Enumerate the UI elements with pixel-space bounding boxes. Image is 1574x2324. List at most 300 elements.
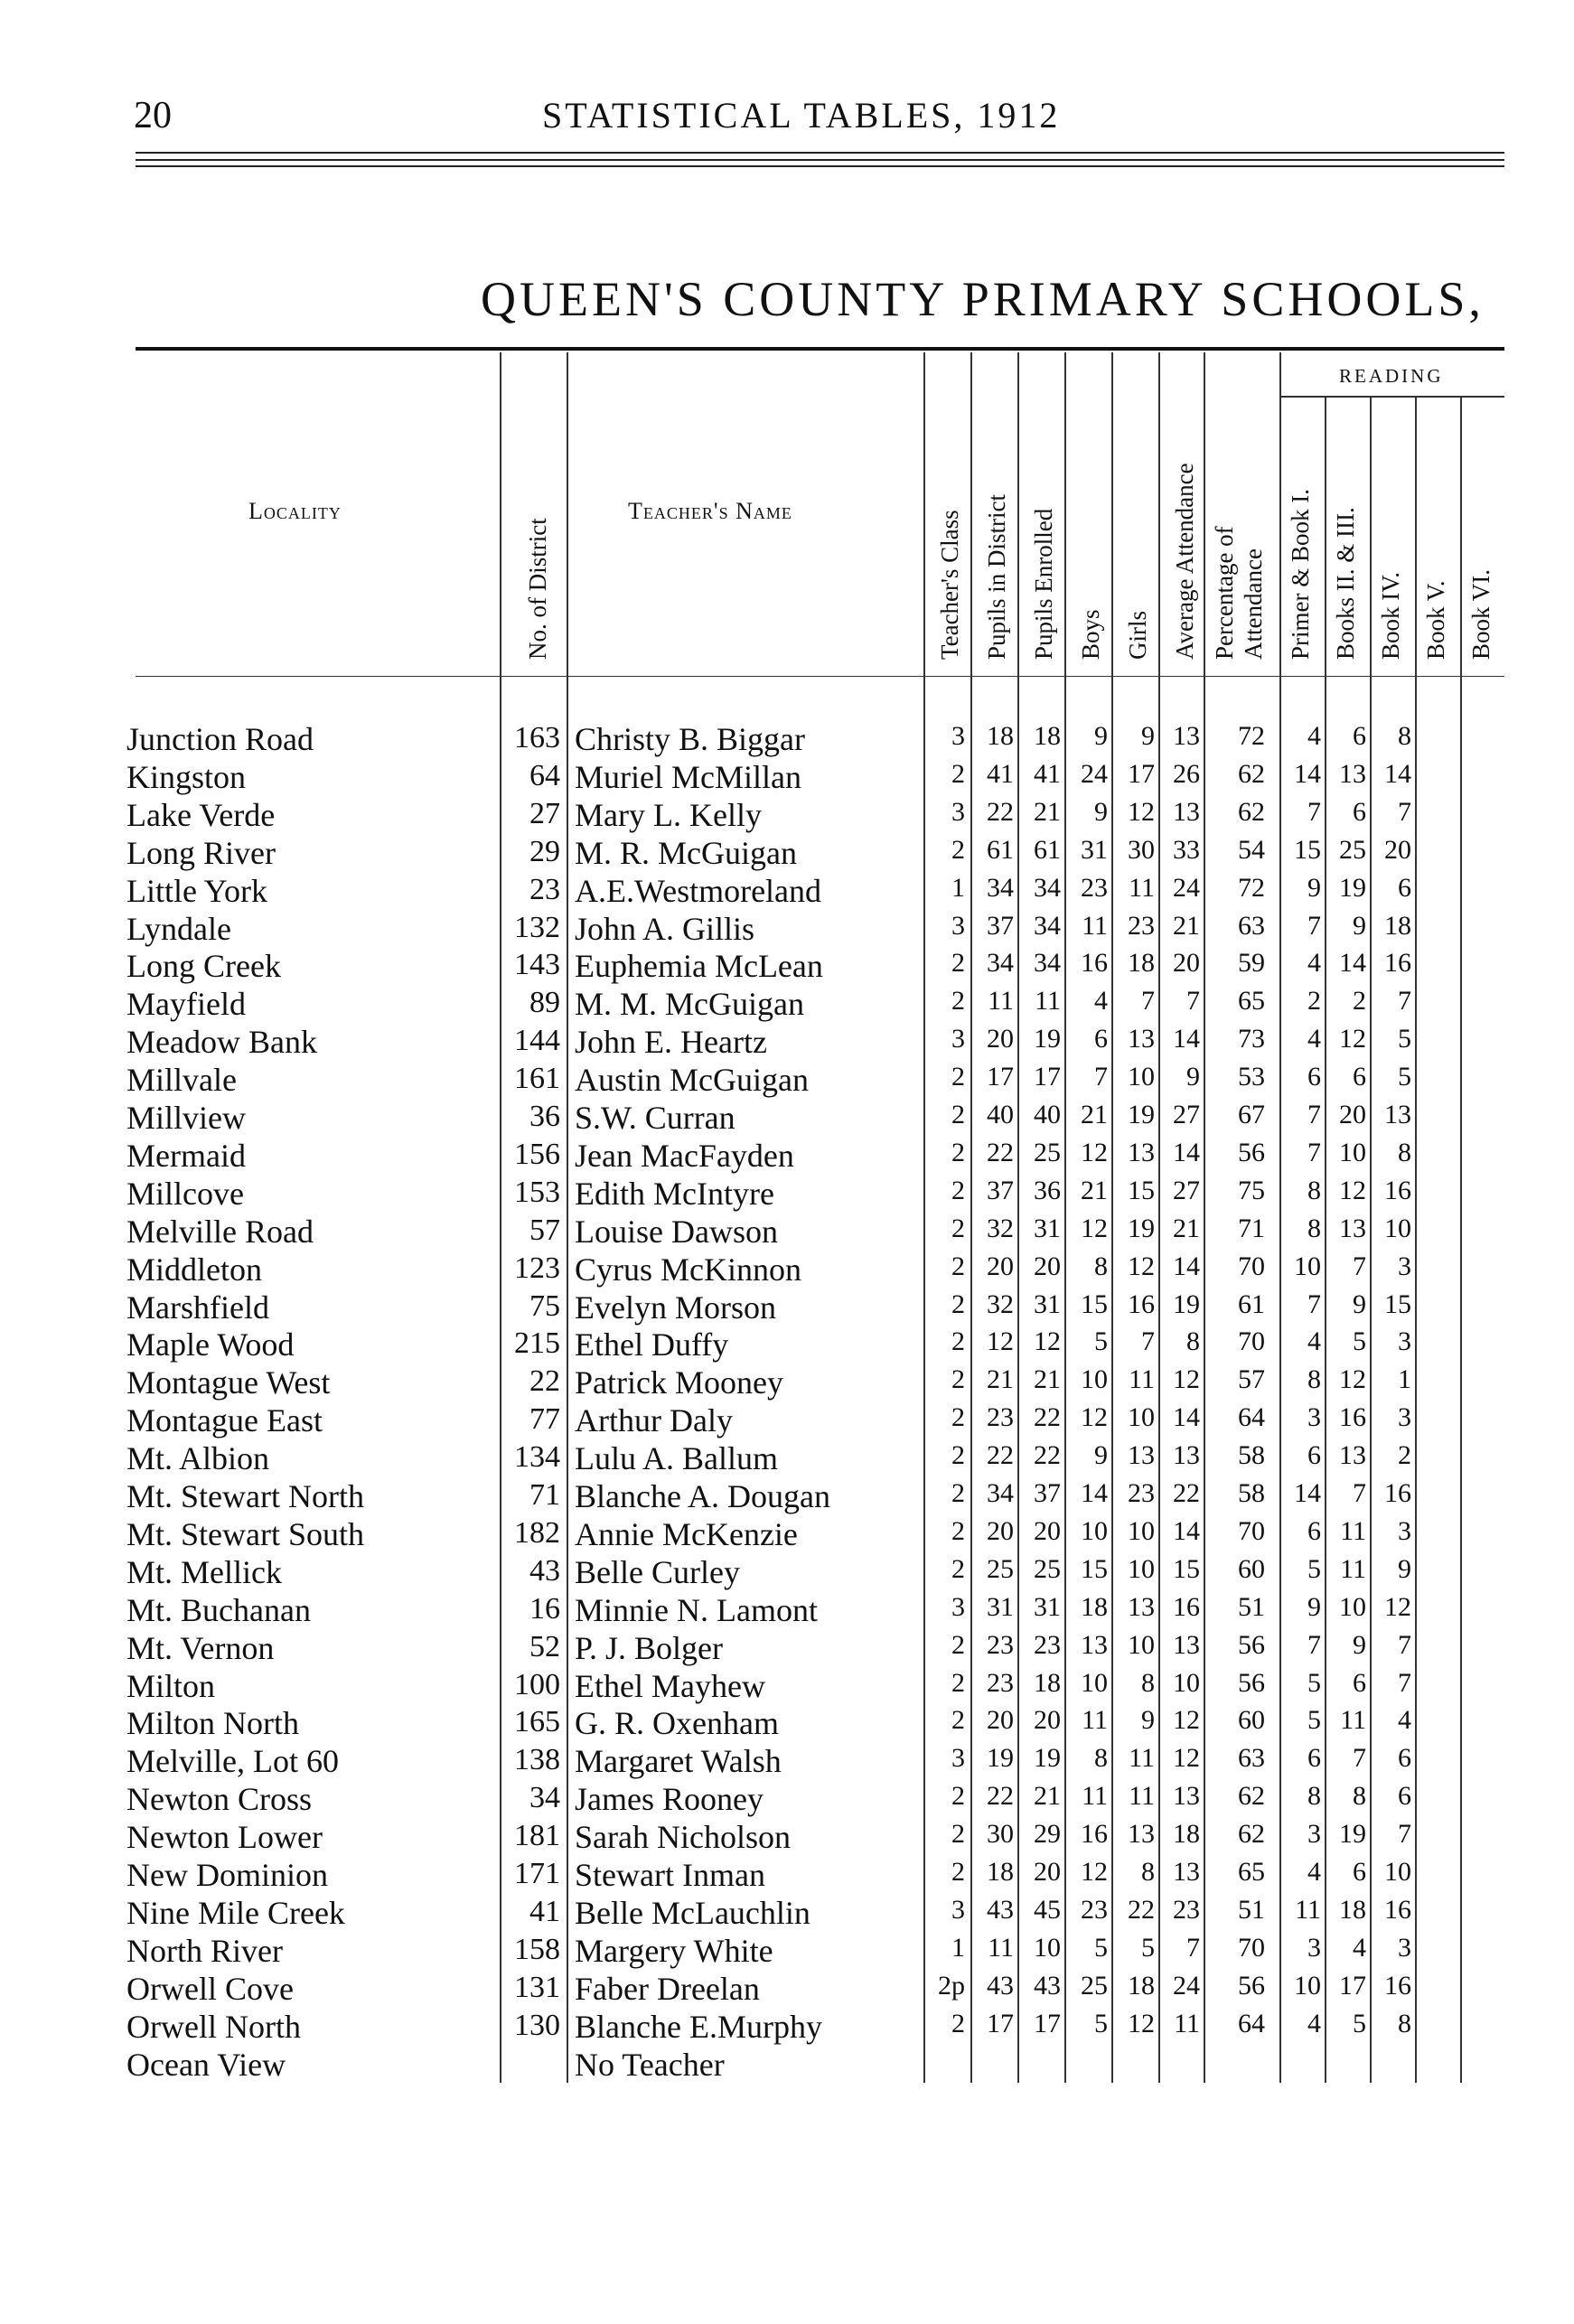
teacher-name-cell: Belle Curley <box>575 1553 740 1590</box>
pct-attendance-cell: 62 <box>1238 758 1265 789</box>
district-cell: 161 <box>514 1062 560 1096</box>
teacher-class-cell: 2 <box>951 948 965 979</box>
books23-cell: 6 <box>1353 1857 1366 1887</box>
girls-cell: 19 <box>1128 1100 1155 1129</box>
header-teacher-name: Teacher's Name <box>628 498 792 524</box>
col-divider <box>1111 352 1113 2083</box>
boys-cell: 9 <box>1094 796 1108 827</box>
book4-cell: 6 <box>1398 872 1411 903</box>
locality-cell: Mt. Stewart South <box>126 1515 365 1552</box>
teacher-name-cell: Blanche E.Murphy <box>575 2008 822 2045</box>
pct-attendance-cell: 51 <box>1238 1894 1265 1925</box>
pct-attendance-cell: 63 <box>1238 1743 1265 1774</box>
teacher-class-cell: 2 <box>951 1478 965 1508</box>
book4-cell: 16 <box>1384 1894 1411 1925</box>
teacher-class-cell: 2 <box>951 1819 965 1850</box>
pupils-enrolled-cell: 20 <box>1034 1857 1061 1887</box>
col-divider <box>567 352 568 2083</box>
girls-cell: 12 <box>1128 796 1155 827</box>
locality-cell: Lyndale <box>126 910 231 947</box>
header-book-4: Book IV. <box>1377 571 1404 660</box>
avg-attendance-cell: 12 <box>1173 1364 1200 1395</box>
header-girls: Girls <box>1124 611 1151 660</box>
locality-cell: Long Creek <box>126 948 281 985</box>
avg-attendance-cell: 18 <box>1173 1819 1200 1850</box>
teacher-class-cell: 2 <box>951 758 965 789</box>
col-divider <box>970 352 972 2083</box>
header-book-6: Book VI. <box>1467 568 1494 660</box>
book4-cell: 6 <box>1398 1743 1411 1774</box>
pupils-enrolled-cell: 61 <box>1034 834 1061 865</box>
pct-attendance-cell: 58 <box>1238 1478 1265 1508</box>
teacher-class-cell: 2 <box>951 1137 965 1167</box>
district-cell: 29 <box>529 834 560 868</box>
pupils-enrolled-cell: 34 <box>1034 948 1061 979</box>
teacher-name-cell: Belle McLauchlin <box>575 1894 810 1931</box>
pupils-enrolled-cell: 25 <box>1034 1553 1061 1584</box>
books23-cell: 11 <box>1340 1705 1366 1736</box>
locality-cell: Nine Mile Creek <box>126 1894 345 1931</box>
teacher-name-cell: Stewart Inman <box>575 1857 765 1893</box>
pupils-district-cell: 22 <box>987 1137 1014 1167</box>
book4-cell: 3 <box>1398 1515 1411 1546</box>
boys-cell: 5 <box>1094 2008 1108 2038</box>
pct-attendance-cell: 56 <box>1238 1629 1265 1660</box>
girls-cell: 11 <box>1129 1743 1155 1774</box>
primer-book1-cell: 3 <box>1307 1932 1321 1963</box>
teacher-class-cell: 2 <box>951 1857 965 1887</box>
books23-cell: 16 <box>1339 1402 1366 1433</box>
girls-cell: 12 <box>1128 2008 1155 2038</box>
pupils-district-cell: 20 <box>987 1251 1014 1281</box>
girls-cell: 13 <box>1128 1024 1155 1054</box>
girls-cell: 13 <box>1128 1819 1155 1850</box>
teacher-class-cell: 1 <box>951 872 965 903</box>
locality-cell: Milton North <box>126 1705 300 1742</box>
header-average-attendance: Average Attendance <box>1171 463 1198 660</box>
pupils-enrolled-cell: 34 <box>1034 872 1061 903</box>
book4-cell: 7 <box>1398 986 1411 1017</box>
boys-cell: 15 <box>1081 1553 1108 1584</box>
teacher-name-cell: Edith McIntyre <box>575 1175 774 1212</box>
district-cell: 43 <box>529 1553 560 1588</box>
pupils-district-cell: 17 <box>987 2008 1014 2038</box>
locality-cell: Orwell Cove <box>126 1970 294 2007</box>
teacher-name-cell: Arthur Daly <box>575 1402 733 1439</box>
book4-cell: 16 <box>1384 1970 1411 2001</box>
avg-attendance-cell: 12 <box>1173 1743 1200 1774</box>
district-cell: 52 <box>529 1629 560 1663</box>
teacher-class-cell: 2 <box>951 1326 965 1357</box>
primer-book1-cell: 10 <box>1294 1970 1321 2001</box>
boys-cell: 31 <box>1081 834 1108 865</box>
district-cell: 77 <box>529 1402 560 1437</box>
pupils-enrolled-cell: 10 <box>1034 1932 1061 1963</box>
locality-cell: Newton Lower <box>126 1819 323 1856</box>
primer-book1-cell: 6 <box>1307 1515 1321 1546</box>
header-books-2-3: Books II. & III. <box>1332 507 1359 660</box>
pupils-enrolled-cell: 43 <box>1034 1970 1061 2001</box>
book4-cell: 4 <box>1398 1705 1411 1736</box>
boys-cell: 10 <box>1081 1515 1108 1546</box>
pupils-district-cell: 17 <box>987 1062 1014 1092</box>
header-reading-group: READING <box>1339 365 1444 387</box>
teacher-class-cell: 2 <box>951 1553 965 1584</box>
teacher-class-cell: 2 <box>951 1705 965 1736</box>
books23-cell: 17 <box>1339 1970 1366 2001</box>
girls-cell: 7 <box>1141 1326 1155 1357</box>
teacher-class-cell: 2 <box>951 1213 965 1243</box>
teacher-class-cell: 2 <box>951 986 965 1017</box>
girls-cell: 5 <box>1141 1932 1155 1963</box>
teacher-name-cell: Euphemia McLean <box>575 948 823 985</box>
book4-cell: 7 <box>1398 796 1411 827</box>
district-cell: 130 <box>514 2008 560 2042</box>
girls-cell: 13 <box>1128 1591 1155 1622</box>
pct-attendance-cell: 59 <box>1238 948 1265 979</box>
district-cell: 181 <box>514 1819 560 1853</box>
books23-cell: 7 <box>1353 1251 1366 1281</box>
primer-book1-cell: 7 <box>1307 1100 1321 1129</box>
district-cell: 163 <box>514 721 560 754</box>
boys-cell: 10 <box>1081 1667 1108 1698</box>
header-bottom-rule <box>136 676 1504 677</box>
col-divider <box>1325 398 1326 2083</box>
locality-cell: Mt. Stewart North <box>126 1478 364 1514</box>
locality-cell: Maple Wood <box>126 1326 295 1363</box>
pct-attendance-cell: 72 <box>1238 721 1265 751</box>
primer-book1-cell: 6 <box>1307 1440 1321 1471</box>
district-cell: 71 <box>529 1478 560 1512</box>
primer-book1-cell: 5 <box>1307 1667 1321 1698</box>
books23-cell: 11 <box>1340 1553 1366 1584</box>
pupils-district-cell: 43 <box>987 1970 1014 2001</box>
district-cell: 132 <box>514 910 560 944</box>
pct-attendance-cell: 54 <box>1238 834 1265 865</box>
boys-cell: 25 <box>1081 1970 1108 2001</box>
pct-attendance-cell: 65 <box>1238 1857 1265 1887</box>
teacher-class-cell: 2 <box>951 1667 965 1698</box>
primer-book1-cell: 8 <box>1307 1213 1321 1243</box>
pct-attendance-cell: 57 <box>1238 1364 1265 1395</box>
avg-attendance-cell: 22 <box>1173 1478 1200 1508</box>
teacher-class-cell: 2 <box>951 1062 965 1092</box>
header-rule-extra <box>136 165 1504 167</box>
girls-cell: 17 <box>1128 758 1155 789</box>
avg-attendance-cell: 10 <box>1173 1667 1200 1698</box>
book4-cell: 8 <box>1398 721 1411 751</box>
book4-cell: 3 <box>1398 1326 1411 1357</box>
books23-cell: 2 <box>1353 986 1366 1017</box>
pct-attendance-cell: 65 <box>1238 986 1265 1017</box>
teacher-class-cell: 3 <box>951 796 965 827</box>
books23-cell: 6 <box>1353 796 1366 827</box>
primer-book1-cell: 10 <box>1294 1251 1321 1281</box>
girls-cell: 22 <box>1128 1894 1155 1925</box>
primer-book1-cell: 14 <box>1294 758 1321 789</box>
book4-cell: 12 <box>1384 1591 1411 1622</box>
table-title: QUEEN'S COUNTY PRIMARY SCHOOLS, <box>481 272 1485 326</box>
pupils-district-cell: 31 <box>987 1591 1014 1622</box>
pct-attendance-cell: 71 <box>1238 1213 1265 1243</box>
district-cell: 89 <box>529 986 560 1020</box>
boys-cell: 16 <box>1081 1819 1108 1850</box>
teacher-name-cell: Margery White <box>575 1932 773 1969</box>
books23-cell: 7 <box>1353 1743 1366 1774</box>
teacher-class-cell: 2 <box>951 1289 965 1319</box>
book4-cell: 6 <box>1398 1781 1411 1812</box>
pupils-district-cell: 61 <box>987 834 1014 865</box>
primer-book1-cell: 8 <box>1307 1364 1321 1395</box>
pupils-district-cell: 20 <box>987 1705 1014 1736</box>
pupils-enrolled-cell: 20 <box>1034 1705 1061 1736</box>
locality-cell: Milton <box>126 1667 216 1704</box>
boys-cell: 7 <box>1094 1062 1108 1092</box>
primer-book1-cell: 5 <box>1307 1553 1321 1584</box>
pupils-district-cell: 12 <box>987 1326 1014 1357</box>
col-divider <box>1415 398 1417 2083</box>
teacher-class-cell: 2 <box>951 1100 965 1129</box>
pct-attendance-cell: 60 <box>1238 1705 1265 1736</box>
girls-cell: 7 <box>1141 986 1155 1017</box>
books23-cell: 4 <box>1353 1932 1366 1963</box>
district-cell: 22 <box>529 1364 560 1399</box>
avg-attendance-cell: 33 <box>1173 834 1200 865</box>
locality-cell: Millcove <box>126 1175 244 1212</box>
boys-cell: 12 <box>1081 1213 1108 1243</box>
locality-cell: Orwell North <box>126 2008 301 2045</box>
locality-cell: Melville Road <box>126 1213 314 1250</box>
header-locality: Locality <box>248 498 342 524</box>
teacher-name-cell: Minnie N. Lamont <box>575 1591 818 1628</box>
avg-attendance-cell: 14 <box>1173 1515 1200 1546</box>
books23-cell: 12 <box>1339 1364 1366 1395</box>
books23-cell: 13 <box>1339 758 1366 789</box>
pupils-enrolled-cell: 22 <box>1034 1402 1061 1433</box>
primer-book1-cell: 6 <box>1307 1743 1321 1774</box>
primer-book1-cell: 4 <box>1307 1857 1321 1887</box>
boys-cell: 13 <box>1081 1629 1108 1660</box>
teacher-class-cell: 3 <box>951 721 965 751</box>
books23-cell: 9 <box>1353 1629 1366 1660</box>
pupils-district-cell: 18 <box>987 1857 1014 1887</box>
book4-cell: 20 <box>1384 834 1411 865</box>
pct-attendance-cell: 72 <box>1238 872 1265 903</box>
teacher-name-cell: No Teacher <box>575 2046 725 2083</box>
girls-cell: 15 <box>1128 1175 1155 1205</box>
locality-cell: Mayfield <box>126 986 246 1023</box>
girls-cell: 10 <box>1128 1062 1155 1092</box>
books23-cell: 11 <box>1340 1515 1366 1546</box>
books23-cell: 19 <box>1339 872 1366 903</box>
locality-cell: New Dominion <box>126 1857 328 1893</box>
pupils-district-cell: 22 <box>987 1440 1014 1471</box>
primer-book1-cell: 7 <box>1307 796 1321 827</box>
primer-book1-cell: 14 <box>1294 1478 1321 1508</box>
teacher-class-cell: 2 <box>951 1175 965 1205</box>
district-cell: 134 <box>514 1440 560 1475</box>
book4-cell: 7 <box>1398 1667 1411 1698</box>
pct-attendance-cell: 53 <box>1238 1062 1265 1092</box>
pupils-enrolled-cell: 19 <box>1034 1743 1061 1774</box>
girls-cell: 11 <box>1129 1781 1155 1812</box>
header-rule-bottom <box>136 159 1504 161</box>
locality-cell: Lake Verde <box>126 796 276 833</box>
district-cell: 23 <box>529 872 560 906</box>
teacher-name-cell: A.E.Westmoreland <box>575 872 822 909</box>
avg-attendance-cell: 13 <box>1173 1440 1200 1471</box>
col-divider <box>923 352 925 2083</box>
teacher-name-cell: Cyrus McKinnon <box>575 1251 801 1288</box>
pupils-district-cell: 41 <box>987 758 1014 789</box>
teacher-name-cell: M. R. McGuigan <box>575 834 797 871</box>
girls-cell: 18 <box>1128 948 1155 979</box>
avg-attendance-cell: 13 <box>1173 796 1200 827</box>
books23-cell: 6 <box>1353 721 1366 751</box>
teacher-class-cell: 3 <box>951 910 965 941</box>
pupils-district-cell: 20 <box>987 1024 1014 1054</box>
avg-attendance-cell: 12 <box>1173 1705 1200 1736</box>
avg-attendance-cell: 8 <box>1186 1326 1200 1357</box>
book4-cell: 15 <box>1384 1289 1411 1319</box>
district-cell: 34 <box>529 1781 560 1815</box>
girls-cell: 10 <box>1128 1402 1155 1433</box>
book4-cell: 16 <box>1384 948 1411 979</box>
col-divider <box>1064 352 1066 2083</box>
district-cell: 144 <box>514 1024 560 1058</box>
girls-cell: 8 <box>1141 1857 1155 1887</box>
pct-attendance-cell: 58 <box>1238 1440 1265 1471</box>
teacher-name-cell: Faber Dreelan <box>575 1970 760 2007</box>
pupils-district-cell: 19 <box>987 1743 1014 1774</box>
book4-cell: 5 <box>1398 1062 1411 1092</box>
pupils-enrolled-cell: 19 <box>1034 1024 1061 1054</box>
primer-book1-cell: 3 <box>1307 1402 1321 1433</box>
boys-cell: 12 <box>1081 1402 1108 1433</box>
header-boys: Boys <box>1077 609 1104 660</box>
books23-cell: 10 <box>1339 1591 1366 1622</box>
book4-cell: 16 <box>1384 1478 1411 1508</box>
teacher-name-cell: Ethel Mayhew <box>575 1667 765 1704</box>
teacher-class-cell: 2 <box>951 1781 965 1812</box>
books23-cell: 14 <box>1339 948 1366 979</box>
locality-cell: Little York <box>126 872 268 909</box>
book4-cell: 5 <box>1398 1024 1411 1054</box>
book4-cell: 18 <box>1384 910 1411 941</box>
avg-attendance-cell: 24 <box>1173 1970 1200 2001</box>
primer-book1-cell: 8 <box>1307 1175 1321 1205</box>
district-cell: 41 <box>529 1894 560 1928</box>
boys-cell: 23 <box>1081 1894 1108 1925</box>
boys-cell: 15 <box>1081 1289 1108 1319</box>
teacher-class-cell: 2 <box>951 834 965 865</box>
avg-attendance-cell: 13 <box>1173 1629 1200 1660</box>
books23-cell: 5 <box>1353 1326 1366 1357</box>
boys-cell: 11 <box>1082 1781 1108 1812</box>
book4-cell: 2 <box>1398 1440 1411 1471</box>
pupils-enrolled-cell: 29 <box>1034 1819 1061 1850</box>
books23-cell: 6 <box>1353 1062 1366 1092</box>
books23-cell: 25 <box>1339 834 1366 865</box>
primer-book1-cell: 7 <box>1307 1289 1321 1319</box>
teacher-class-cell: 2 <box>951 1629 965 1660</box>
avg-attendance-cell: 14 <box>1173 1251 1200 1281</box>
district-cell: 75 <box>529 1289 560 1323</box>
avg-attendance-cell: 23 <box>1173 1894 1200 1925</box>
primer-book1-cell: 7 <box>1307 1137 1321 1167</box>
header-rule-top <box>136 152 1504 154</box>
girls-cell: 10 <box>1128 1553 1155 1584</box>
pupils-enrolled-cell: 37 <box>1034 1478 1061 1508</box>
avg-attendance-cell: 27 <box>1173 1175 1200 1205</box>
teacher-name-cell: Louise Dawson <box>575 1213 778 1250</box>
pct-attendance-cell: 70 <box>1238 1515 1265 1546</box>
pct-attendance-cell: 64 <box>1238 2008 1265 2038</box>
locality-cell: Millview <box>126 1100 246 1136</box>
avg-attendance-cell: 13 <box>1173 721 1200 751</box>
teacher-class-cell: 2 <box>951 1440 965 1471</box>
pupils-district-cell: 21 <box>987 1364 1014 1395</box>
district-cell: 158 <box>514 1932 560 1966</box>
pupils-enrolled-cell: 25 <box>1034 1137 1061 1167</box>
girls-cell: 18 <box>1128 1970 1155 2001</box>
pupils-district-cell: 22 <box>987 796 1014 827</box>
avg-attendance-cell: 13 <box>1173 1857 1200 1887</box>
pupils-enrolled-cell: 45 <box>1034 1894 1061 1925</box>
pupils-enrolled-cell: 12 <box>1034 1326 1061 1357</box>
teacher-class-cell: 2 <box>951 1515 965 1546</box>
pupils-enrolled-cell: 21 <box>1034 796 1061 827</box>
teacher-name-cell: S.W. Curran <box>575 1100 735 1136</box>
locality-cell: Mt. Mellick <box>126 1553 282 1590</box>
teacher-class-cell: 2 <box>951 1251 965 1281</box>
pct-attendance-cell: 67 <box>1238 1100 1265 1129</box>
pupils-district-cell: 18 <box>987 721 1014 751</box>
pct-attendance-cell: 75 <box>1238 1175 1265 1205</box>
pupils-district-cell: 23 <box>987 1629 1014 1660</box>
books23-cell: 5 <box>1353 2008 1366 2038</box>
teacher-name-cell: Blanche A. Dougan <box>575 1478 830 1514</box>
girls-cell: 23 <box>1128 910 1155 941</box>
primer-book1-cell: 9 <box>1307 872 1321 903</box>
girls-cell: 23 <box>1128 1478 1155 1508</box>
girls-cell: 19 <box>1128 1213 1155 1243</box>
girls-cell: 13 <box>1128 1440 1155 1471</box>
boys-cell: 9 <box>1094 1440 1108 1471</box>
avg-attendance-cell: 16 <box>1173 1591 1200 1622</box>
pupils-enrolled-cell: 31 <box>1034 1213 1061 1243</box>
locality-cell: Middleton <box>126 1251 262 1288</box>
pupils-enrolled-cell: 21 <box>1034 1364 1061 1395</box>
header-percentage-line1: Percentage of <box>1211 526 1238 660</box>
boys-cell: 9 <box>1094 721 1108 751</box>
col-divider <box>500 352 501 2083</box>
teacher-class-cell: 3 <box>951 1024 965 1054</box>
avg-attendance-cell: 14 <box>1173 1024 1200 1054</box>
district-cell: 171 <box>514 1857 560 1890</box>
teacher-name-cell: Annie McKenzie <box>575 1515 798 1552</box>
pct-attendance-cell: 73 <box>1238 1024 1265 1054</box>
teacher-name-cell: G. R. Oxenham <box>575 1705 779 1742</box>
teacher-name-cell: Lulu A. Ballum <box>575 1440 778 1477</box>
locality-cell: Millvale <box>126 1062 237 1099</box>
pupils-district-cell: 40 <box>987 1100 1014 1129</box>
col-divider <box>1017 352 1019 2083</box>
boys-cell: 24 <box>1081 758 1108 789</box>
pct-attendance-cell: 60 <box>1238 1553 1265 1584</box>
primer-book1-cell: 3 <box>1307 1819 1321 1850</box>
header-book-5: Book V. <box>1422 580 1449 660</box>
